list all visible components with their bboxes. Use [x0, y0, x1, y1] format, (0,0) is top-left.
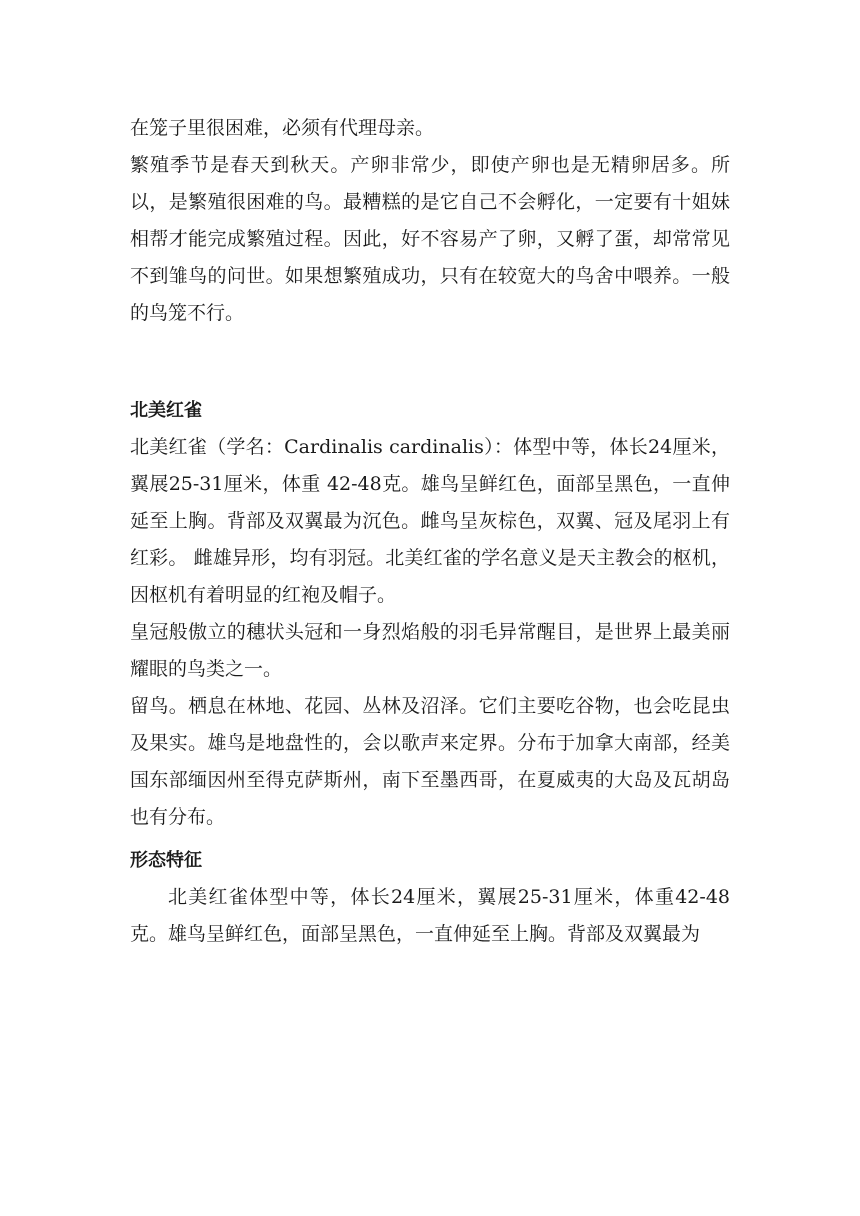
paragraph-cardinal-habitat: 留鸟。栖息在林地、花园、丛林及沼泽。它们主要吃谷物，也会吃昆虫及果实。雄鸟是地盘性的，会以歌声来定界。分布于加拿大南部，经美国东部缅因州至得克萨斯州，南下至墨西哥，在夏威夷的大岛及瓦胡岛也有分布。	[130, 695, 730, 828]
section-heading-morphology: 形态特征	[130, 850, 202, 871]
paragraph-morphology: 北美红雀体型中等，体长24厘米，翼展25-31厘米，体重42-48克。雄鸟呈鲜红色，面部呈黑色，一直伸延至上胸。背部及双翼最为	[130, 886, 730, 945]
document-body	[130, 110, 730, 953]
section-heading-northern-cardinal: 北美红雀	[130, 400, 202, 421]
paragraph-surrogate-mother: 在笼子里很困难，必须有代理母亲。	[130, 117, 435, 139]
paragraph-breeding-season: 繁殖季节是春天到秋天。产卵非常少，即使产卵也是无精卵居多。所以，是繁殖很困难的鸟。最糟糕的是它自己不会孵化，一定要有十姐妹相帮才能完成繁殖过程。因此，好不容易产了卵，又孵了蛋，却常常见不到雏鸟的问世。如果想繁殖成功，只有在较宽大的鸟舍中喂养。一般的鸟笼不行。	[130, 154, 730, 324]
paragraph-cardinal-crest: 皇冠般傲立的穗状头冠和一身烈焰般的羽毛异常醒目，是世界上最美丽耀眼的鸟类之一。	[130, 621, 730, 680]
paragraph-cardinal-description: 北美红雀（学名：Cardinalis cardinalis）：体型中等，体长24厘米，翼展25-31厘米，体重 42-48克。雄鸟呈鲜红色，面部呈黑色，一直伸延至上胸。背部及双翼最为沉色。雌鸟呈灰棕色，双翼、冠及尾羽上有红彩。 雌雄异形，均有羽冠。北美红雀的学名意义是天主教会的枢机，因枢机有着明显的红袍及帽子。	[130, 436, 730, 606]
section-spacer	[130, 332, 730, 392]
